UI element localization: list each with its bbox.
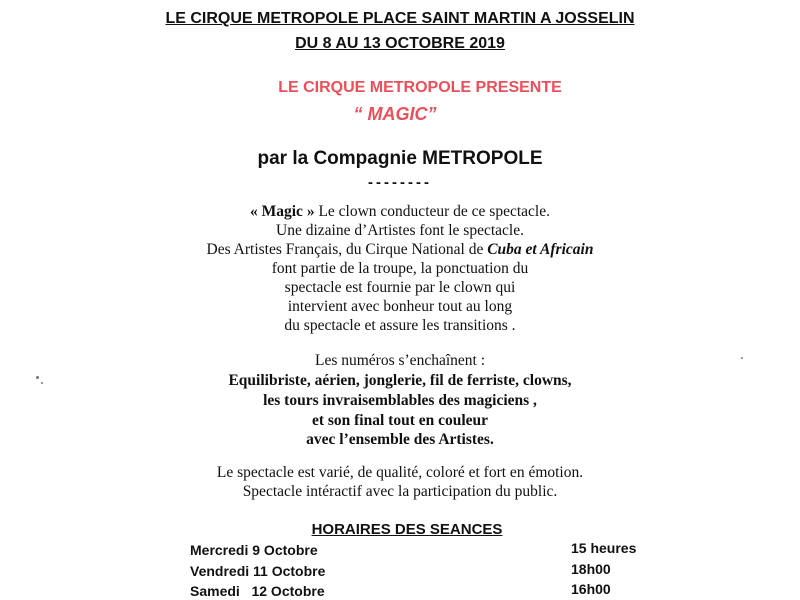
description-line-5: spectacle est fournie par le clown qui xyxy=(284,279,516,296)
schedule-time: 18h00 xyxy=(571,561,611,577)
magic-name: « Magic » xyxy=(250,203,315,220)
description-line-7: du spectacle et assure les transitions . xyxy=(284,317,516,334)
description-line-1 xyxy=(0,203,800,221)
description-line-1-text: Le clown conducteur de ce spectacle. xyxy=(318,203,550,220)
numbers-line-3: et son final tout en couleur xyxy=(311,412,489,429)
show-title: “ MAGIC” xyxy=(353,104,437,124)
schedule-row: Mercredi 9 Octobre xyxy=(190,542,318,558)
numbers-line-4: avec l’ensemble des Artistes. xyxy=(306,431,494,448)
company-line: par la Compagnie METROPOLE xyxy=(257,148,543,169)
numbers-intro: Les numéros s’enchaînent : xyxy=(314,352,485,369)
schedule-time: 15 heures xyxy=(571,540,637,556)
presents-line: LE CIRQUE METROPOLE PRESENTE xyxy=(278,79,562,96)
closing-line-2: Spectacle intéractif avec la participation du public. xyxy=(242,483,558,500)
numbers-line-1: Equilibriste, aérien, jonglerie, fil de ferriste, clowns, xyxy=(228,372,572,389)
numbers-line-2: les tours invraisemblables des magiciens , xyxy=(263,392,537,409)
scan-speck xyxy=(741,357,743,359)
schedule-heading: HORAIRES DES SEANCES xyxy=(311,521,503,538)
scan-speck xyxy=(36,376,39,379)
description-line-4: font partie de la troupe, la ponctuation du xyxy=(271,260,529,277)
schedule-row: Vendredi 11 Octobre xyxy=(190,563,326,579)
countries: Cuba et Africain xyxy=(487,241,594,258)
schedule-row: Samedi 12 Octobre xyxy=(190,583,325,599)
description-line-3 xyxy=(0,241,800,259)
scan-speck xyxy=(41,382,43,384)
description-line-6: intervient avec bonheur tout au long xyxy=(287,298,513,315)
description-line-2: Une dizaine d’Artistes font le spectacle. xyxy=(276,222,524,239)
header-title: LE CIRQUE METROPOLE PLACE SAINT MARTIN A JOSSELIN xyxy=(165,10,635,27)
description-line-3-text: Des Artistes Français, du Cirque National de xyxy=(206,241,488,258)
header-dates: DU 8 AU 13 OCTOBRE 2019 xyxy=(295,35,505,52)
separator: -------- xyxy=(368,174,432,191)
schedule-time: 16h00 xyxy=(571,581,611,597)
closing-line-1: Le spectacle est varié, de qualité, coloré et fort en émotion. xyxy=(216,464,584,481)
